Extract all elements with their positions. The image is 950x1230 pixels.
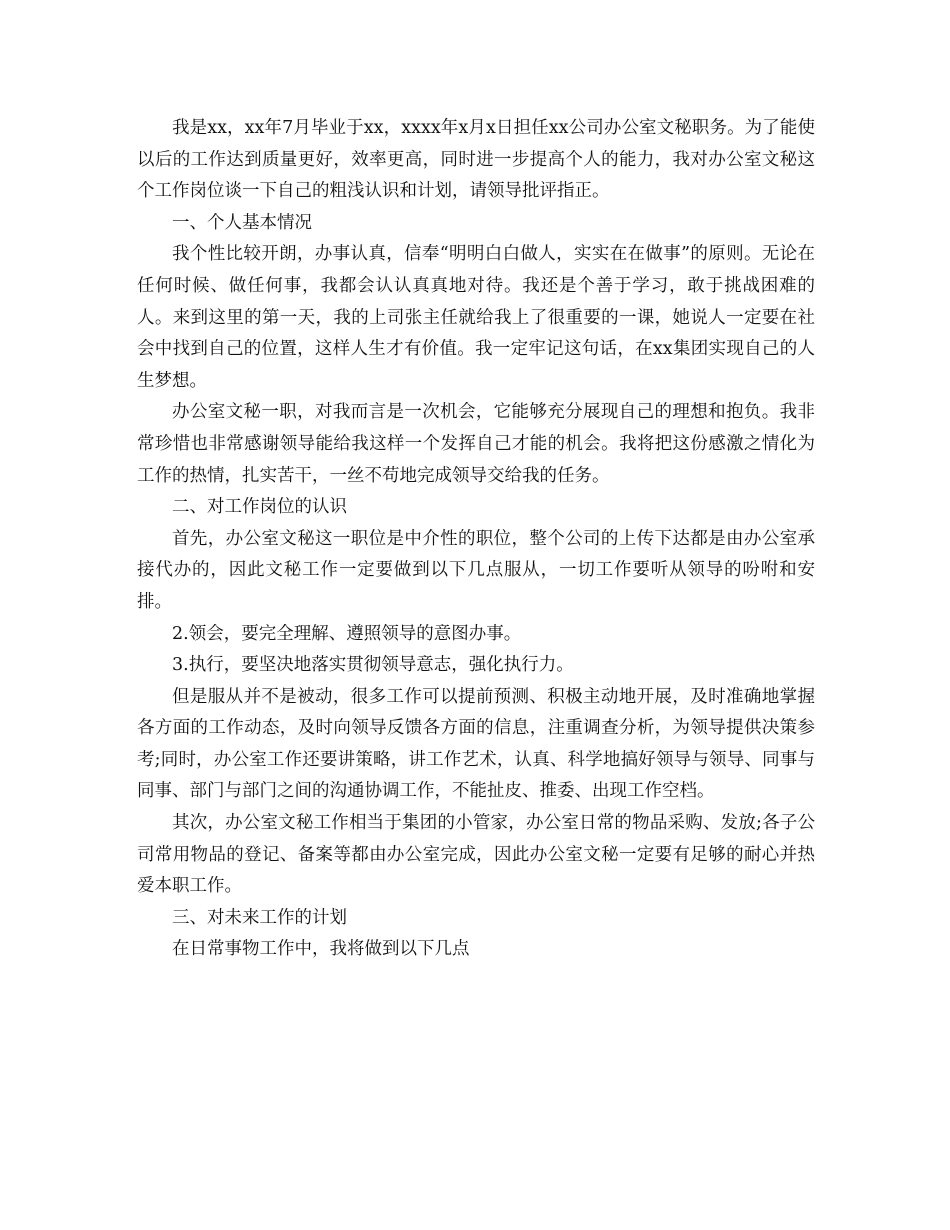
paragraph-second-point: 其次，办公室文秘工作相当于集团的小管家，办公室日常的物品采购、发放;各子公司常用物品的登记、备案等都由办公室完成，因此办公室文秘一定要有足够的耐心并热爱本职工作。 bbox=[137, 813, 815, 897]
paragraph-intro: 我是xx，xx年7月毕业于xx，xxxx年x月x日担任xx公司办公室文秘职务。为了能使以后的工作达到质量更好，效率更高，同时进一步提高个人的能力，我对办公室文秘这个工作岗位谈一下自己的粗浅认识和计划，请领导批评指正。 bbox=[137, 118, 815, 202]
paragraph-first-point: 首先，办公室文秘这一职位是中介性的职位，整个公司的上传下达都是由办公室承接代办的，因此文秘工作一定要做到以下几点服从，一切工作要听从领导的吩咐和安排。 bbox=[137, 528, 815, 612]
paragraph-plan: 在日常事物工作中，我将做到以下几点 bbox=[172, 939, 470, 960]
paragraph-opportunity: 办公室文秘一职，对我而言是一次机会，它能够充分展现自己的理想和抱负。我非常珍惜也非常感谢领导能给我这样一个发挥自己才能的机会。我将把这份感激之情化为工作的热情，扎实苦干，一丝不苟地完成领导交给我的任务。 bbox=[137, 402, 815, 486]
section-heading-2: 二、对工作岗位的认识 bbox=[172, 497, 347, 518]
paragraph-proactive: 但是服从并不是被动，很多工作可以提前预测、积极主动地开展，及时准确地掌握各方面的工作动态，及时向领导反馈各方面的信息，注重调查分析，为领导提供决策参考;同时，办公室工作还要讲策略，讲工作艺术，认真、科学地搞好领导与领导、同事与同事、部门与部门之间的沟通协调工作，不能扯皮、推委、出现工作空档。 bbox=[137, 686, 815, 802]
document-page bbox=[137, 113, 815, 966]
section-heading-3: 三、对未来工作的计划 bbox=[172, 907, 347, 928]
list-item-3: 3.执行，要坚决地落实贯彻领导意志，强化执行力。 bbox=[172, 655, 574, 676]
section-heading-1: 一、个人基本情况 bbox=[172, 212, 312, 233]
paragraph-personality: 我个性比较开朗，办事认真，信奉“明明白白做人，实实在在做事”的原则。无论在任何时候、做任何事，我都会认认真真地对待。我还是个善于学习，敢于挑战困难的人。来到这里的第一天，我的上司张主任就给我上了很重要的一课，她说人一定要在社会中找到自己的位置，这样人生才有价值。我一定牢记这句话，在xx集团实现自己的人生梦想。 bbox=[137, 244, 815, 391]
list-item-2: 2.领会，要完全理解、遵照领导的意图办事。 bbox=[172, 623, 522, 644]
